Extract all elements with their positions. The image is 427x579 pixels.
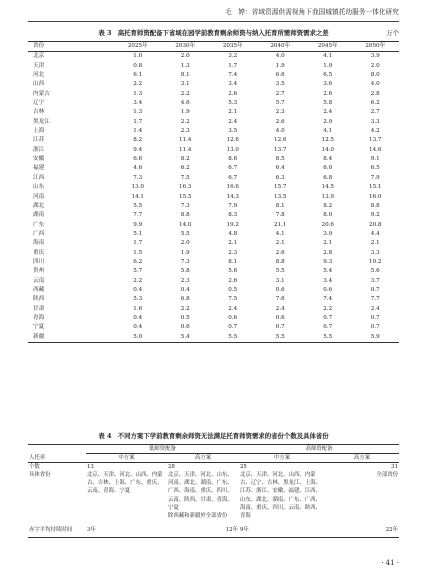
table-row (28, 108, 399, 117)
table4-prov-low-high-extra: 除西藏和新疆外全部省份 (168, 513, 228, 520)
table4-avg-low-high: 12年 (225, 527, 238, 534)
value-cell: 1.0 (133, 53, 143, 60)
value-cell: 16.6 (226, 184, 239, 191)
value-cell: 4.0 (370, 81, 380, 88)
value-cell: 1.9 (323, 62, 333, 69)
value-cell: 8.0 (370, 72, 380, 79)
value-cell: 5.8 (180, 268, 190, 275)
value-cell: 8.8 (275, 258, 285, 265)
province-cell: 浙江 (33, 146, 45, 153)
province-cell: 广西 (33, 230, 45, 237)
value-cell: 8.0 (323, 212, 333, 219)
value-cell: 7.3 (133, 174, 143, 181)
table4-avg-label: 赤字平均持续时间 (29, 527, 73, 534)
value-cell: 4.6 (180, 100, 190, 107)
table4-avg-high-high: 22年 (385, 527, 398, 534)
value-cell: 0.7 (323, 314, 333, 321)
value-cell: 2.6 (228, 277, 238, 284)
value-cell: 2.1 (228, 240, 238, 247)
value-cell: 3.5 (228, 128, 238, 135)
province-cell: 西藏 (33, 286, 45, 293)
value-cell: 5.7 (133, 268, 143, 275)
value-cell: 14.0 (321, 146, 334, 153)
value-cell: 2.8 (370, 90, 380, 97)
table3-col-year: 2040年 (270, 43, 291, 49)
value-cell: 4.1 (275, 230, 285, 237)
value-cell: 3.7 (370, 277, 380, 284)
table3-col-year: 2030年 (175, 43, 196, 49)
table4-count-label: 个数 (29, 464, 40, 470)
value-cell: 3.3 (370, 249, 380, 256)
value-cell: 6.5 (370, 165, 380, 172)
province-cell: 黑龙江 (33, 118, 50, 125)
table-row (28, 211, 399, 220)
table-row (28, 295, 399, 304)
value-cell: 1.7 (133, 240, 143, 247)
value-cell: 7.8 (275, 212, 285, 219)
table-row (28, 323, 399, 332)
value-cell: 5.8 (323, 100, 333, 107)
table4-prov-low-mid: 北京、天津、河北、山西、内蒙古、吉林、上海、广东、重庆、云南、青海、宁夏 (87, 472, 163, 495)
table4-prov-high-high: 全部省份 (376, 472, 398, 478)
value-cell: 1.6 (133, 305, 143, 312)
value-cell: 6.2 (180, 165, 190, 172)
value-cell: 2.1 (323, 240, 333, 247)
table4-caption: 表 4 不同方案下学前教育剩余师资无法满足托育师资需求的省份个数及具体省份 (98, 432, 329, 440)
table-row (28, 258, 399, 267)
value-cell: 2.6 (228, 90, 238, 97)
value-cell: 20.8 (369, 221, 382, 228)
value-cell: 2.8 (323, 249, 333, 256)
province-cell: 天津 (33, 62, 45, 69)
value-cell: 8.5 (275, 156, 285, 163)
value-cell: 6.5 (323, 72, 333, 79)
value-cell: 12.5 (321, 137, 334, 144)
province-cell: 湖北 (33, 202, 45, 209)
value-cell: 13.7 (369, 137, 382, 144)
table-row (28, 314, 399, 323)
value-cell: 5.9 (370, 333, 380, 340)
table4-group-low: 低师资配备 (86, 445, 239, 454)
table-row (28, 249, 399, 258)
table3-unit: 万个 (386, 29, 399, 37)
table4-low-mid-header: 中方案 (118, 455, 135, 461)
value-cell: 4.4 (370, 230, 380, 237)
value-cell: 2.0 (370, 62, 380, 69)
value-cell: 15.7 (274, 184, 287, 191)
table3-caption: 表 3 高托育师资配备下省域在园学前教育剩余师资与纳入托育所需师资需求之差 (98, 29, 329, 37)
value-cell: 9.2 (370, 212, 380, 219)
value-cell: 7.7 (133, 212, 143, 219)
value-cell: 5.5 (228, 333, 238, 340)
value-cell: 0.6 (180, 324, 190, 331)
province-cell: 北京 (33, 53, 45, 60)
value-cell: 6.1 (133, 72, 143, 79)
province-cell: 江西 (33, 174, 45, 181)
value-cell: 2.6 (275, 249, 285, 256)
table-row (28, 267, 399, 276)
table-row (28, 62, 399, 71)
value-cell: 8.8 (370, 202, 380, 209)
value-cell: 2.1 (370, 240, 380, 247)
table4-corner (28, 445, 86, 454)
value-cell: 0.7 (370, 286, 380, 293)
value-cell: 2.2 (180, 305, 190, 312)
value-cell: 0.4 (133, 314, 143, 321)
table-row (28, 202, 399, 211)
value-cell: 6.7 (228, 165, 238, 172)
value-cell: 21.1 (274, 221, 287, 228)
value-cell: 3.9 (323, 230, 333, 237)
value-cell: 8.2 (133, 137, 143, 144)
value-cell: 4.8 (228, 230, 238, 237)
value-cell: 2.4 (370, 305, 380, 312)
province-cell: 安徽 (33, 156, 45, 163)
value-cell: 0.6 (228, 314, 238, 321)
province-cell: 重庆 (33, 249, 45, 256)
value-cell: 7.9 (370, 174, 380, 181)
value-cell: 2.2 (323, 305, 333, 312)
value-cell: 5.5 (180, 230, 190, 237)
province-cell: 新疆 (33, 333, 45, 340)
value-cell: 13.9 (321, 193, 334, 200)
value-cell: 7.3 (180, 258, 190, 265)
province-cell: 四川 (33, 258, 45, 265)
value-cell: 2.3 (180, 128, 190, 135)
value-cell: 4.0 (275, 53, 285, 60)
value-cell: 14.1 (131, 193, 144, 200)
value-cell: 5.5 (133, 202, 143, 209)
value-cell: 3.3 (370, 118, 380, 125)
value-cell: 6.0 (323, 165, 333, 172)
table3-col-year: 2050年 (365, 43, 386, 49)
table-row (28, 193, 399, 202)
province-cell: 贵州 (33, 268, 45, 275)
province-cell: 内蒙古 (33, 90, 50, 97)
table3-caption-row (28, 28, 399, 40)
value-cell: 13.0 (226, 146, 239, 153)
province-cell: 上海 (33, 128, 45, 135)
value-cell: 2.1 (275, 240, 285, 247)
value-cell: 5.6 (370, 268, 380, 275)
value-cell: 0.4 (133, 286, 143, 293)
value-cell: 7.5 (180, 174, 190, 181)
value-cell: 2.6 (323, 90, 333, 97)
table4-prov-label: 具体省份 (29, 472, 51, 478)
province-cell: 青海 (33, 314, 45, 321)
value-cell: 6.2 (133, 258, 143, 265)
value-cell: 7.7 (370, 296, 380, 303)
value-cell: 3.1 (180, 81, 190, 88)
table4-low-high-header: 高方案 (194, 455, 212, 461)
value-cell: 0.7 (370, 314, 380, 321)
table-row (28, 164, 399, 173)
value-cell: 1.3 (180, 62, 190, 69)
province-cell: 河北 (33, 72, 45, 79)
value-cell: 3.4 (323, 277, 333, 284)
table-row (28, 286, 399, 295)
value-cell: 9.1 (370, 156, 380, 163)
value-cell: 1.3 (133, 90, 143, 97)
value-cell: 2.7 (370, 109, 380, 116)
value-cell: 0.5 (228, 286, 238, 293)
value-cell: 1.7 (228, 62, 238, 69)
province-cell: 辽宁 (33, 100, 45, 107)
value-cell: 2.6 (275, 118, 285, 125)
table4-prov-low-high (167, 471, 239, 520)
value-cell: 2.3 (180, 277, 190, 284)
table-row (28, 155, 399, 164)
province-cell: 河南 (33, 193, 45, 200)
table-row (28, 221, 399, 230)
table3-header-row (28, 42, 399, 52)
value-cell: 7.9 (228, 202, 238, 209)
value-cell: 12.6 (226, 137, 239, 144)
value-cell: 14.0 (179, 221, 192, 228)
value-cell: 7.6 (275, 296, 285, 303)
table-row (28, 136, 399, 145)
value-cell: 0.7 (228, 324, 238, 331)
value-cell: 11.4 (179, 146, 192, 153)
table3-col-year: 2045年 (317, 43, 338, 49)
value-cell: 1.3 (133, 109, 143, 116)
page-number: · 41 · (381, 559, 399, 567)
table-row (28, 80, 399, 89)
value-cell: 1.5 (133, 249, 143, 256)
table4-prov-high-mid: 北京、天津、河北、山西、内蒙古、辽宁、吉林、黑龙江、上海、江苏、浙江、安徽、福建、江西、山东、湖北、湖南、广东、广西、海南、重庆、四川、云南、陕西、青海 (240, 472, 321, 520)
value-cell: 8.1 (180, 72, 190, 79)
table-row (28, 230, 399, 239)
running-header: 毛 婷：省域资源供需视角下我国城镇托幼服务一体化研究 (224, 8, 399, 16)
value-cell: 1.9 (275, 62, 285, 69)
value-cell: 0.4 (180, 286, 190, 293)
value-cell: 1.9 (180, 249, 190, 256)
value-cell: 2.4 (228, 118, 238, 125)
value-cell: 0.8 (133, 62, 143, 69)
value-cell: 5.7 (275, 100, 285, 107)
province-cell: 宁夏 (33, 324, 45, 331)
table4-count-high-mid: 25 (240, 464, 247, 470)
value-cell: 13.7 (274, 146, 287, 153)
value-cell: 2.2 (133, 81, 143, 88)
value-cell: 8.8 (180, 212, 190, 219)
province-cell: 山东 (33, 184, 45, 191)
value-cell: 1.4 (133, 128, 143, 135)
value-cell: 15.5 (179, 193, 192, 200)
province-cell: 云南 (33, 277, 45, 284)
value-cell: 14.5 (321, 184, 334, 191)
value-cell: 15.1 (369, 184, 382, 191)
table4-avg-high-mid: 9年 (240, 527, 249, 534)
province-cell: 江苏 (33, 137, 45, 144)
table4-group-high: 高师资配备 (239, 445, 399, 454)
value-cell: 8.1 (228, 258, 238, 265)
table4-count-low-mid: 13 (87, 464, 94, 470)
value-cell: 1.7 (133, 118, 143, 125)
value-cell: 9.9 (133, 221, 143, 228)
table3-body (28, 52, 399, 343)
value-cell: 5.4 (180, 333, 190, 340)
value-cell: 4.6 (133, 165, 143, 172)
value-cell: 4.1 (323, 53, 333, 60)
table-row (28, 127, 399, 136)
header-rule (28, 21, 399, 22)
table4-high-high-header: 高方案 (353, 455, 371, 461)
value-cell: 5.5 (323, 333, 333, 340)
table-row (28, 277, 399, 286)
value-cell: 5.0 (133, 333, 143, 340)
province-cell: 陕西 (33, 296, 45, 303)
value-cell: 0.4 (133, 324, 143, 331)
value-cell: 5.6 (228, 268, 238, 275)
value-cell: 2.4 (228, 305, 238, 312)
value-cell: 2.0 (180, 240, 190, 247)
value-cell: 4.2 (370, 128, 380, 135)
value-cell: 3.4 (228, 81, 238, 88)
province-cell: 甘肃 (33, 305, 45, 312)
value-cell: 2.4 (323, 109, 333, 116)
value-cell: 8.2 (323, 202, 333, 209)
value-cell: 9.3 (323, 258, 333, 265)
value-cell: 6.6 (133, 156, 143, 163)
value-cell: 13.0 (131, 184, 144, 191)
table-row (28, 174, 399, 183)
table-row (28, 99, 399, 108)
value-cell: 0.5 (180, 314, 190, 321)
value-cell: 10.2 (369, 258, 382, 265)
table3-col-year: 2025年 (127, 43, 148, 49)
table-row (28, 239, 399, 248)
value-cell: 5.3 (228, 100, 238, 107)
value-cell: 4.0 (275, 128, 285, 135)
value-cell: 14.3 (226, 193, 239, 200)
table-row (28, 183, 399, 192)
value-cell: 4.1 (323, 128, 333, 135)
table4-avg-low-mid: 3年 (87, 527, 96, 534)
value-cell: 2.2 (180, 90, 190, 97)
value-cell: 2.7 (275, 90, 285, 97)
table4-count-low-high: 28 (168, 464, 175, 470)
province-cell: 吉林 (33, 109, 45, 116)
province-cell: 海南 (33, 240, 45, 247)
value-cell: 0.6 (275, 314, 285, 321)
value-cell: 7.4 (228, 72, 238, 79)
value-cell: 0.7 (370, 324, 380, 331)
table-row (28, 305, 399, 314)
value-cell: 3.2 (228, 53, 238, 60)
table3 (28, 41, 399, 343)
table3-col-province: 省份 (33, 43, 45, 49)
table4-high-mid-header: 中方案 (273, 455, 291, 461)
value-cell: 8.4 (323, 156, 333, 163)
value-cell: 0.7 (323, 324, 333, 331)
value-cell: 11.4 (179, 137, 192, 144)
value-cell: 7.3 (180, 202, 190, 209)
value-cell: 5.4 (323, 268, 333, 275)
table4-count-high-high: 31 (391, 464, 398, 470)
value-cell: 2.2 (133, 277, 143, 284)
value-cell: 2.1 (228, 109, 238, 116)
table-row (28, 52, 399, 62)
value-cell: 6.2 (370, 100, 380, 107)
value-cell: 19.2 (226, 221, 239, 228)
value-cell: 13.5 (274, 193, 287, 200)
value-cell: 8.1 (275, 202, 285, 209)
value-cell: 5.1 (133, 230, 143, 237)
value-cell: 20.6 (321, 221, 334, 228)
value-cell: 2.3 (275, 109, 285, 116)
table4 (28, 444, 399, 538)
table-row (28, 118, 399, 127)
value-cell: 2.2 (180, 118, 190, 125)
value-cell: 16.0 (369, 193, 382, 200)
table-row (28, 90, 399, 99)
value-cell: 3.9 (370, 53, 380, 60)
value-cell: 7.5 (228, 296, 238, 303)
value-cell: 6.4 (275, 165, 285, 172)
value-cell: 2.0 (180, 53, 190, 60)
province-cell: 广东 (33, 221, 45, 228)
value-cell: 3.1 (275, 277, 285, 284)
value-cell: 5.5 (275, 268, 285, 275)
value-cell: 0.6 (275, 286, 285, 293)
value-cell: 9.4 (133, 146, 143, 153)
table-row (28, 71, 399, 80)
value-cell: 8.2 (180, 156, 190, 163)
table-row (28, 146, 399, 155)
value-cell: 3.4 (133, 100, 143, 107)
table-row (28, 333, 399, 343)
value-cell: 12.6 (274, 137, 287, 144)
value-cell: 2.3 (228, 249, 238, 256)
value-cell: 8.3 (228, 212, 238, 219)
value-cell: 16.3 (179, 184, 192, 191)
value-cell: 6.3 (275, 174, 285, 181)
value-cell: 0.6 (323, 286, 333, 293)
value-cell: 14.6 (369, 146, 382, 153)
value-cell: 2.4 (275, 305, 285, 312)
value-cell: 6.8 (323, 174, 333, 181)
table4-prov-low-high-list: 北京、天津、河北、山东、河南、湖北、湖南、广东、广西、海南、重庆、四川、云南、陕西、甘肃、青海、宁夏 (168, 472, 233, 511)
value-cell: 3.5 (275, 81, 285, 88)
value-cell: 6.8 (180, 296, 190, 303)
table4-row-label-header: 人托率 (29, 454, 46, 461)
value-cell: 5.5 (275, 333, 285, 340)
province-cell: 福建 (33, 165, 45, 172)
province-cell: 湖南 (33, 212, 45, 219)
value-cell: 3.6 (323, 81, 333, 88)
table3-col-year: 2035年 (222, 43, 243, 49)
value-cell: 5.3 (133, 296, 143, 303)
value-cell: 6.6 (275, 72, 285, 79)
value-cell: 0.7 (275, 324, 285, 331)
value-cell: 1.9 (180, 109, 190, 116)
province-cell: 山西 (33, 81, 45, 88)
value-cell: 2.9 (323, 118, 333, 125)
value-cell: 8.6 (228, 156, 238, 163)
value-cell: 7.4 (323, 296, 333, 303)
value-cell: 6.7 (228, 174, 238, 181)
